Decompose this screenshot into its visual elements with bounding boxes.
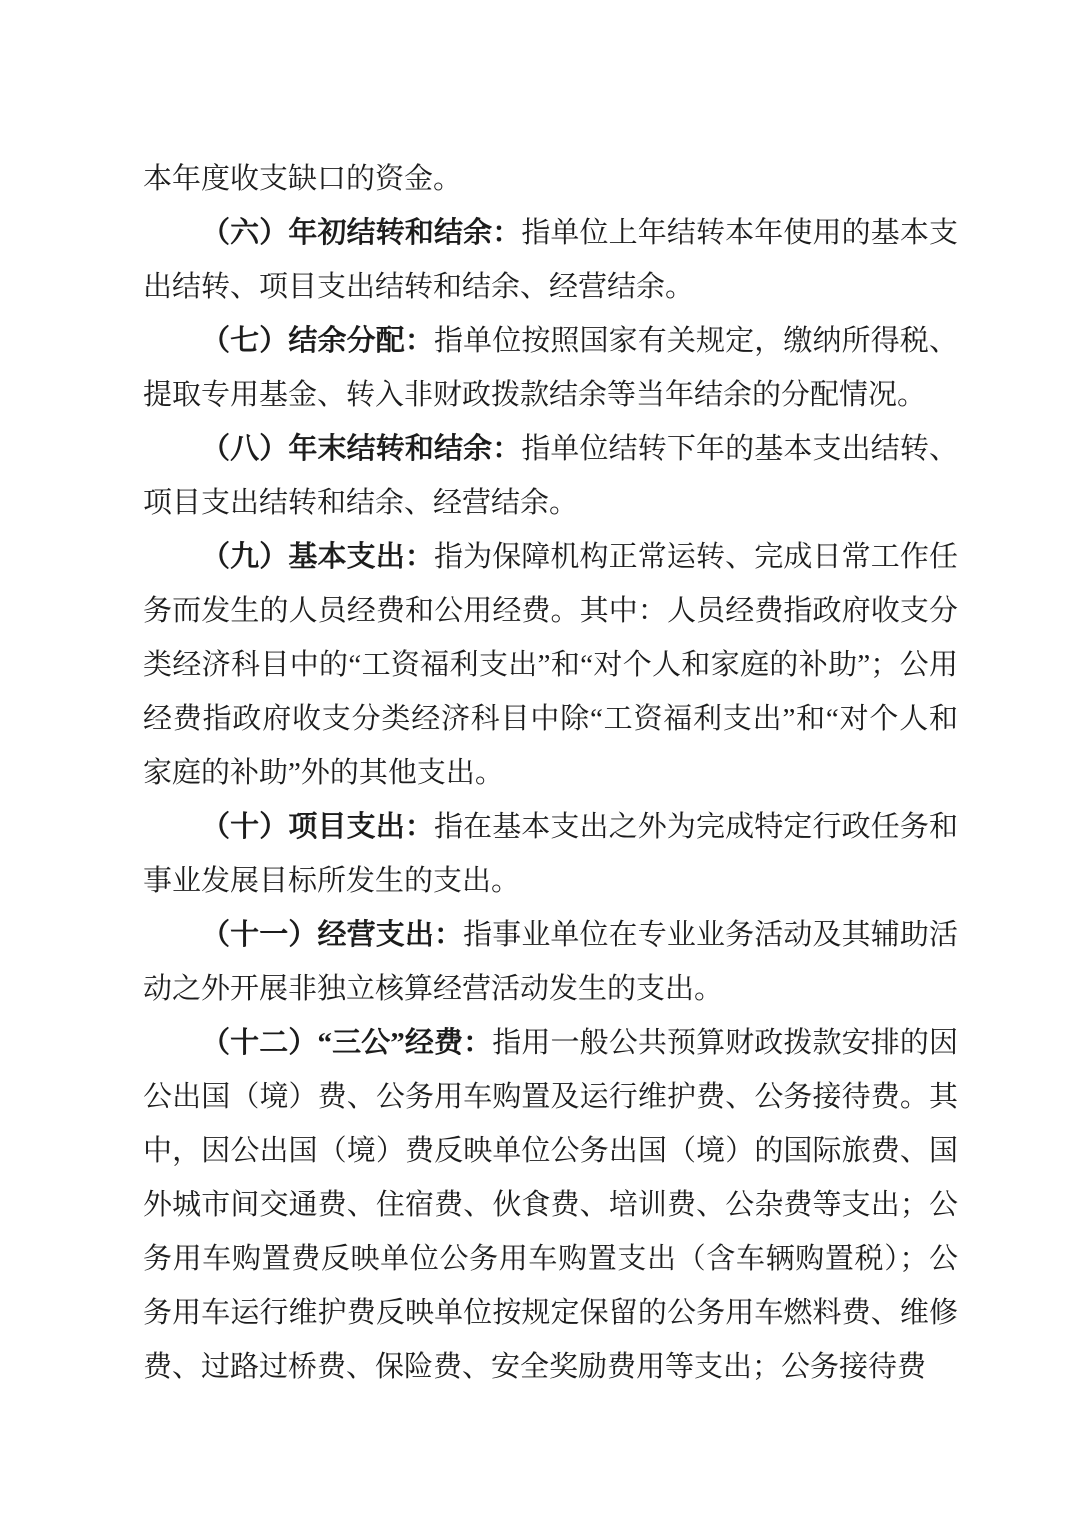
paragraph-text: 指为保障机构正常运转、完成日常工作任务而发生的人员经费和公用经费。其中：人员经费指政府收支分类经济科目中的“工资福利支出”和“对个人和家庭的补助”；公用经费指政府收支分类经济科目中除“工资福利支出”和“对个人和家庭的补助”外的其他支出。 [143, 541, 958, 789]
paragraph-text: 指单位结转下年的基本支出结转、项目支出结转和结余、经营结余。 [143, 433, 958, 519]
paragraph-text: 本年度收支缺口的资金。 [143, 163, 463, 195]
document-text-block [143, 152, 958, 1394]
paragraph-text: 指事业单位在专业业务活动及其辅助活动之外开展非独立核算经营活动发生的支出。 [143, 919, 958, 1005]
paragraph-text: 指在基本支出之外为完成特定行政任务和事业发展目标所发生的支出。 [143, 811, 958, 897]
paragraph [143, 1016, 958, 1394]
term-label: （九）基本支出： [201, 541, 434, 573]
paragraph-text: 指单位上年结转本年使用的基本支出结转、项目支出结转和结余、经营结余。 [143, 217, 958, 303]
term-label: （七）结余分配： [201, 325, 434, 357]
paragraph [143, 530, 958, 800]
term-label: （八）年末结转和结余： [201, 433, 522, 465]
term-label: （十二）“三公”经费： [201, 1027, 493, 1059]
paragraph [143, 152, 958, 206]
paragraph [143, 314, 958, 422]
term-label: （十一）经营支出： [201, 919, 464, 951]
paragraph-text: 指用一般公共预算财政拨款安排的因公出国（境）费、公务用车购置及运行维护费、公务接待费。其中，因公出国（境）费反映单位公务出国（境）的国际旅费、国外城市间交通费、住宿费、伙食费、培训费、公杂费等支出；公务用车购置费反映单位公务用车购置支出（含车辆购置税）；公务用车运行维护费反映单位按规定保留的公务用车燃料费、维修费、过路过桥费、保险费、安全奖励费用等支出；公务接待费 [143, 1027, 958, 1383]
paragraph [143, 206, 958, 314]
paragraph [143, 422, 958, 530]
paragraph [143, 908, 958, 1016]
term-label: （六）年初结转和结余： [201, 217, 522, 249]
paragraph [143, 800, 958, 908]
term-label: （十）项目支出： [201, 811, 434, 843]
paragraph-text: 指单位按照国家有关规定，缴纳所得税、提取专用基金、转入非财政拨款结余等当年结余的分配情况。 [143, 325, 958, 411]
